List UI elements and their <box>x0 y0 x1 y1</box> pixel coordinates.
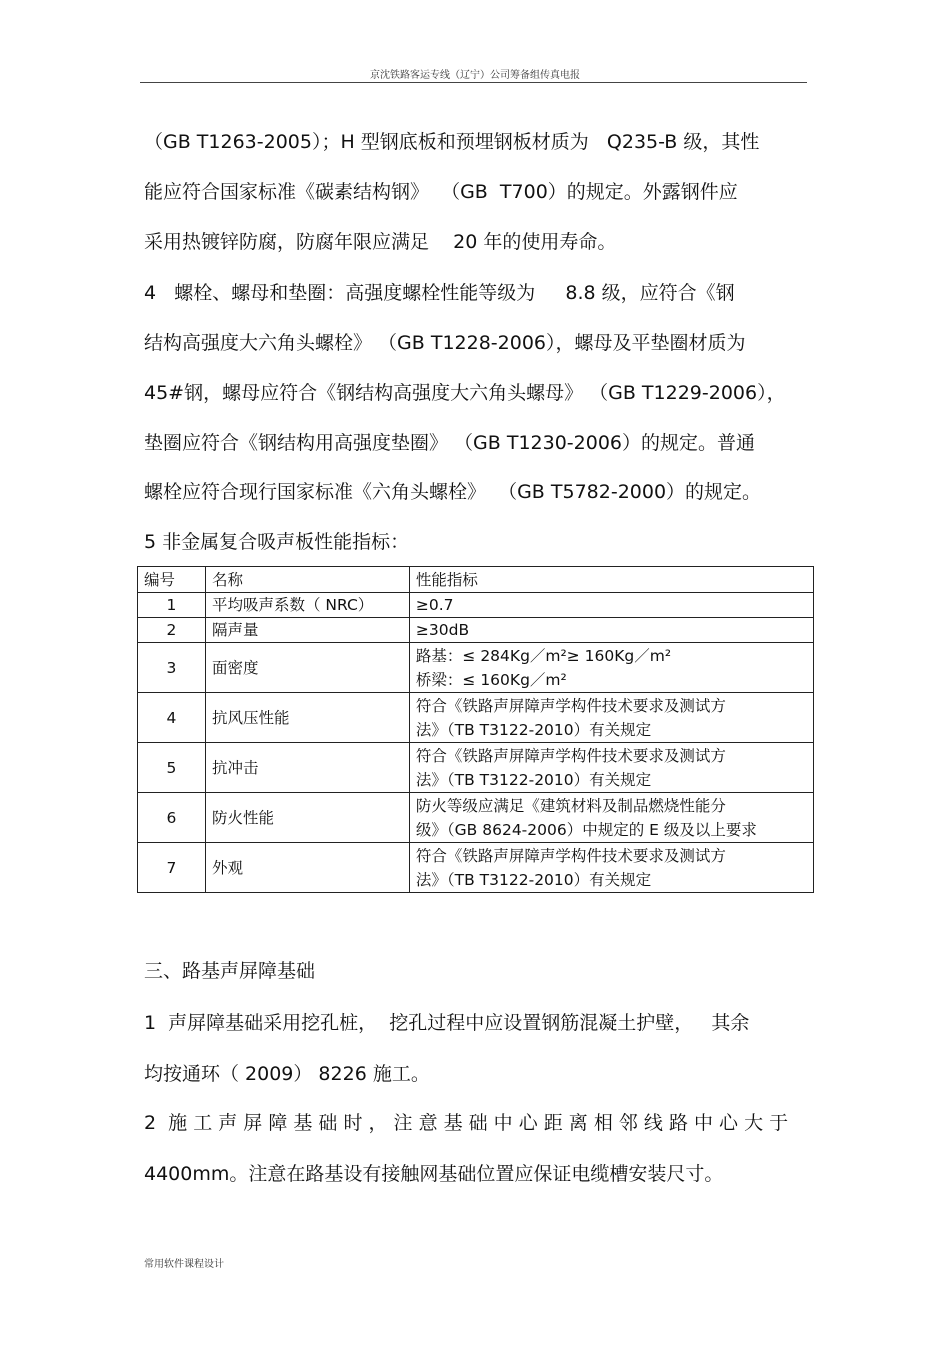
performance-table <box>137 566 814 893</box>
row-number: 7 <box>138 843 206 893</box>
row-name: 平均吸声系数（ NRC） <box>205 593 409 618</box>
paragraph-line: 能应符合国家标准《碳素结构钢》 （GB T700）的规定。外露钢件应 <box>144 181 738 203</box>
paragraph-line: 均按通环（ 2009） 8226 施工。 <box>144 1063 430 1085</box>
row-spec <box>409 693 813 743</box>
spec-line: 桥梁：≤ 160Kg／m² <box>415 670 567 689</box>
paragraph-line: 4 螺栓、螺母和垫圈：高强度螺栓性能等级为 8.8 级，应符合《钢 <box>144 282 735 304</box>
paragraph-line: 垫圈应符合《钢结构用高强度垫圈》 （GB T1230-2006）的规定。普通 <box>144 432 756 454</box>
paragraph-line: 5 非金属复合吸声板性能指标： <box>144 531 410 553</box>
table-row <box>138 618 814 643</box>
spec-line: ≥0.7 <box>415 596 454 614</box>
table-row <box>138 593 814 618</box>
row-name: 抗冲击 <box>205 743 409 793</box>
row-number: 4 <box>138 693 206 743</box>
spec-line: 符合《铁路声屏障声学构件技术要求及测试方 <box>415 846 726 865</box>
paragraph-line: 4400mm。注意在路基设有接触网基础位置应保证电缆槽安装尺寸。 <box>144 1163 724 1185</box>
table-row <box>138 643 814 693</box>
spec-line: 防火等级应满足《建筑材料及制品燃烧性能分 <box>415 796 726 815</box>
row-spec <box>409 643 813 693</box>
paragraph-line: 45#钢，螺母应符合《钢结构高强度大六角头螺母》 （GB T1229-2006）， <box>144 382 786 404</box>
row-spec <box>409 743 813 793</box>
spec-line: 级》（GB 8624-2006）中规定的 E 级及以上要求 <box>415 820 757 839</box>
row-number: 6 <box>138 793 206 843</box>
table-row <box>138 693 814 743</box>
spec-line: 法》（TB T3122-2010）有关规定 <box>415 870 652 889</box>
paragraph-line: 螺栓应符合现行国家标准《六角头螺栓》 （GB T5782-2000）的规定。 <box>144 481 762 503</box>
paragraph-line: 结构高强度大六角头螺栓》 （GB T1228-2006），螺母及平垫圈材质为 <box>144 332 746 354</box>
row-number: 1 <box>138 593 206 618</box>
row-name: 隔声量 <box>205 618 409 643</box>
table-row <box>138 743 814 793</box>
table-row <box>138 793 814 843</box>
section-heading: 三、路基声屏障基础 <box>144 960 316 982</box>
table-row <box>138 843 814 893</box>
row-name: 外观 <box>205 843 409 893</box>
row-name: 抗风压性能 <box>205 693 409 743</box>
row-number: 2 <box>138 618 206 643</box>
row-number: 5 <box>138 743 206 793</box>
paragraph-line: （GB T1263-2005）；H 型钢底板和预埋钢板材质为 Q235-B 级，其性 <box>144 131 760 153</box>
row-spec <box>409 593 813 618</box>
row-name: 防火性能 <box>205 793 409 843</box>
spec-line: 符合《铁路声屏障声学构件技术要求及测试方 <box>415 746 726 765</box>
spec-line: 符合《铁路声屏障声学构件技术要求及测试方 <box>415 696 726 715</box>
paragraph-line: 2 施 工 声 屏 障 基 础 时 ， 注 意 基 础 中 心 距 离 相 邻 线 路 中 心 大 于 <box>144 1112 789 1134</box>
spec-line: 法》（TB T3122-2010）有关规定 <box>415 720 652 739</box>
row-spec <box>409 793 813 843</box>
page-header: 京沈铁路客运专线（辽宁）公司筹备组传真电报 <box>370 70 580 81</box>
paragraph-line: 采用热镀锌防腐，防腐年限应满足 20 年的使用寿命。 <box>144 231 617 253</box>
paragraph-line: 1 声屏障基础采用挖孔桩， 挖孔过程中应设置钢筋混凝土护壁， 其余 <box>144 1012 750 1034</box>
column-header: 编号 <box>138 567 206 593</box>
header-rule <box>140 82 807 83</box>
row-name: 面密度 <box>205 643 409 693</box>
page-footer: 常用软件课程设计 <box>144 1259 224 1270</box>
column-header: 性能指标 <box>409 567 813 593</box>
row-number: 3 <box>138 643 206 693</box>
spec-line: 法》（TB T3122-2010）有关规定 <box>415 770 652 789</box>
column-header: 名称 <box>205 567 409 593</box>
row-spec <box>409 618 813 643</box>
table-header-row <box>138 567 814 593</box>
spec-line: 路基：≤ 284Kg／m²≥ 160Kg／m² <box>415 646 672 665</box>
spec-line: ≥30dB <box>415 621 470 639</box>
row-spec <box>409 843 813 893</box>
